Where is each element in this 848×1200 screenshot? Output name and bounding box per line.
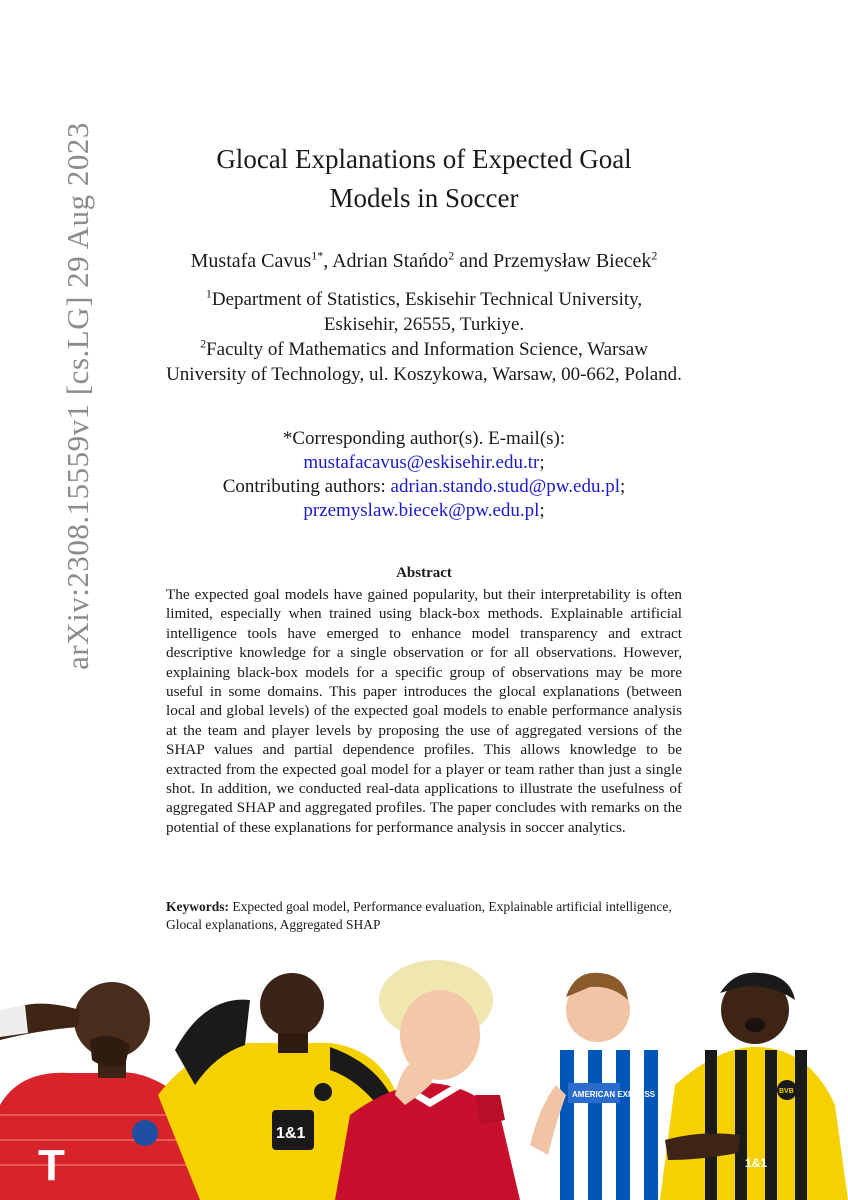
author-separator: , <box>323 250 333 272</box>
contributing-email-link-2[interactable]: przemyslaw.biecek@pw.edu.pl <box>303 500 540 521</box>
affiliation-line: Department of Statistics, Eskisehir Technical University, <box>211 289 643 310</box>
affiliation-sup: 1 <box>205 286 212 301</box>
author-name: Przemysław Biecek <box>493 250 652 272</box>
affiliation-line: University of Technology, ul. Koszykowa, Warsaw, 00-662, Poland. <box>166 364 682 385</box>
affiliation-sup: 2 <box>200 336 207 351</box>
keywords-text: Expected goal model, Performance evaluation, Explainable artificial intelligence, Glocal explanations, Aggregated SHAP <box>166 899 672 932</box>
logo-bvb: BVB <box>779 1088 794 1095</box>
punctuation: ; <box>539 500 545 521</box>
affiliation-line: Eskisehir, 26555, Turkiye. <box>323 314 525 335</box>
keywords-label: Keywords: <box>166 899 229 914</box>
logo-amex: AMERICAN EXPRESS <box>572 1090 656 1099</box>
affiliation-line: Faculty of Mathematics and Information Science, Warsaw <box>206 339 648 360</box>
title-line-1: Glocal Explanations of Expected Goal <box>216 144 632 174</box>
author-list <box>120 250 728 273</box>
logo-1and1-2: 1&1 <box>745 1156 768 1170</box>
soccer-players-photo <box>0 955 848 1200</box>
affiliation-2 <box>120 337 728 362</box>
contributing-email-link-1[interactable]: adrian.stando.stud@pw.edu.pl <box>390 476 620 497</box>
corresponding-info <box>120 427 728 523</box>
logo-1and1: 1&1 <box>276 1125 306 1142</box>
author-name: Adrian Stańdo <box>332 250 449 272</box>
keywords <box>166 898 682 934</box>
punctuation: ; <box>620 476 626 497</box>
author-sup: 1* <box>311 248 324 263</box>
abstract-body: The expected goal models have gained popularity, but their interpretability is often limited, especially when trained using black-box methods. Explainable artificial intelligence tools have emerged to enhance model transparency and extract descriptive knowledge for a single observation or for all observations. However, explaining black-box models for a specific group of observations may be more useful in some domains. This paper introduces the glocal explanations (between local and global levels) of the expected goal models to enable performance analysis at the team and player levels by proposing the use of aggregated versions of the SHAP values and partial dependence profiles. This allows knowledge to be extracted from the expected goal model for a player or team rather than just a single shot. In addition, we conducted real-data applications to illustrate the usefulness of aggregated SHAP and aggregated profiles. The paper concludes with remarks on the potential of these explanations for performance analysis in soccer analytics. <box>166 586 682 836</box>
author-name: Mustafa Cavus <box>190 250 312 272</box>
punctuation: ; <box>539 452 545 473</box>
paper-title <box>150 140 698 218</box>
affiliations <box>120 287 728 387</box>
author-sup: 2 <box>651 248 658 263</box>
player-5-figure <box>660 973 848 1200</box>
corresponding-email-link[interactable]: mustafacavus@eskisehir.edu.tr <box>303 452 540 473</box>
arxiv-identifier: arXiv:2308.15559v1 [cs.LG] 29 Aug 2023 <box>60 122 95 670</box>
author-separator: and <box>454 250 494 272</box>
title-line-2: Models in Soccer <box>329 183 519 213</box>
author-sup: 2 <box>448 248 455 263</box>
affiliation-1 <box>120 287 728 312</box>
player-4-figure <box>530 973 660 1200</box>
corresponding-label: *Corresponding author(s). E-mail(s): <box>282 428 566 449</box>
contributing-label: Contributing authors: <box>222 476 391 497</box>
abstract-heading: Abstract <box>396 565 452 581</box>
logo-t: T <box>38 1141 65 1190</box>
